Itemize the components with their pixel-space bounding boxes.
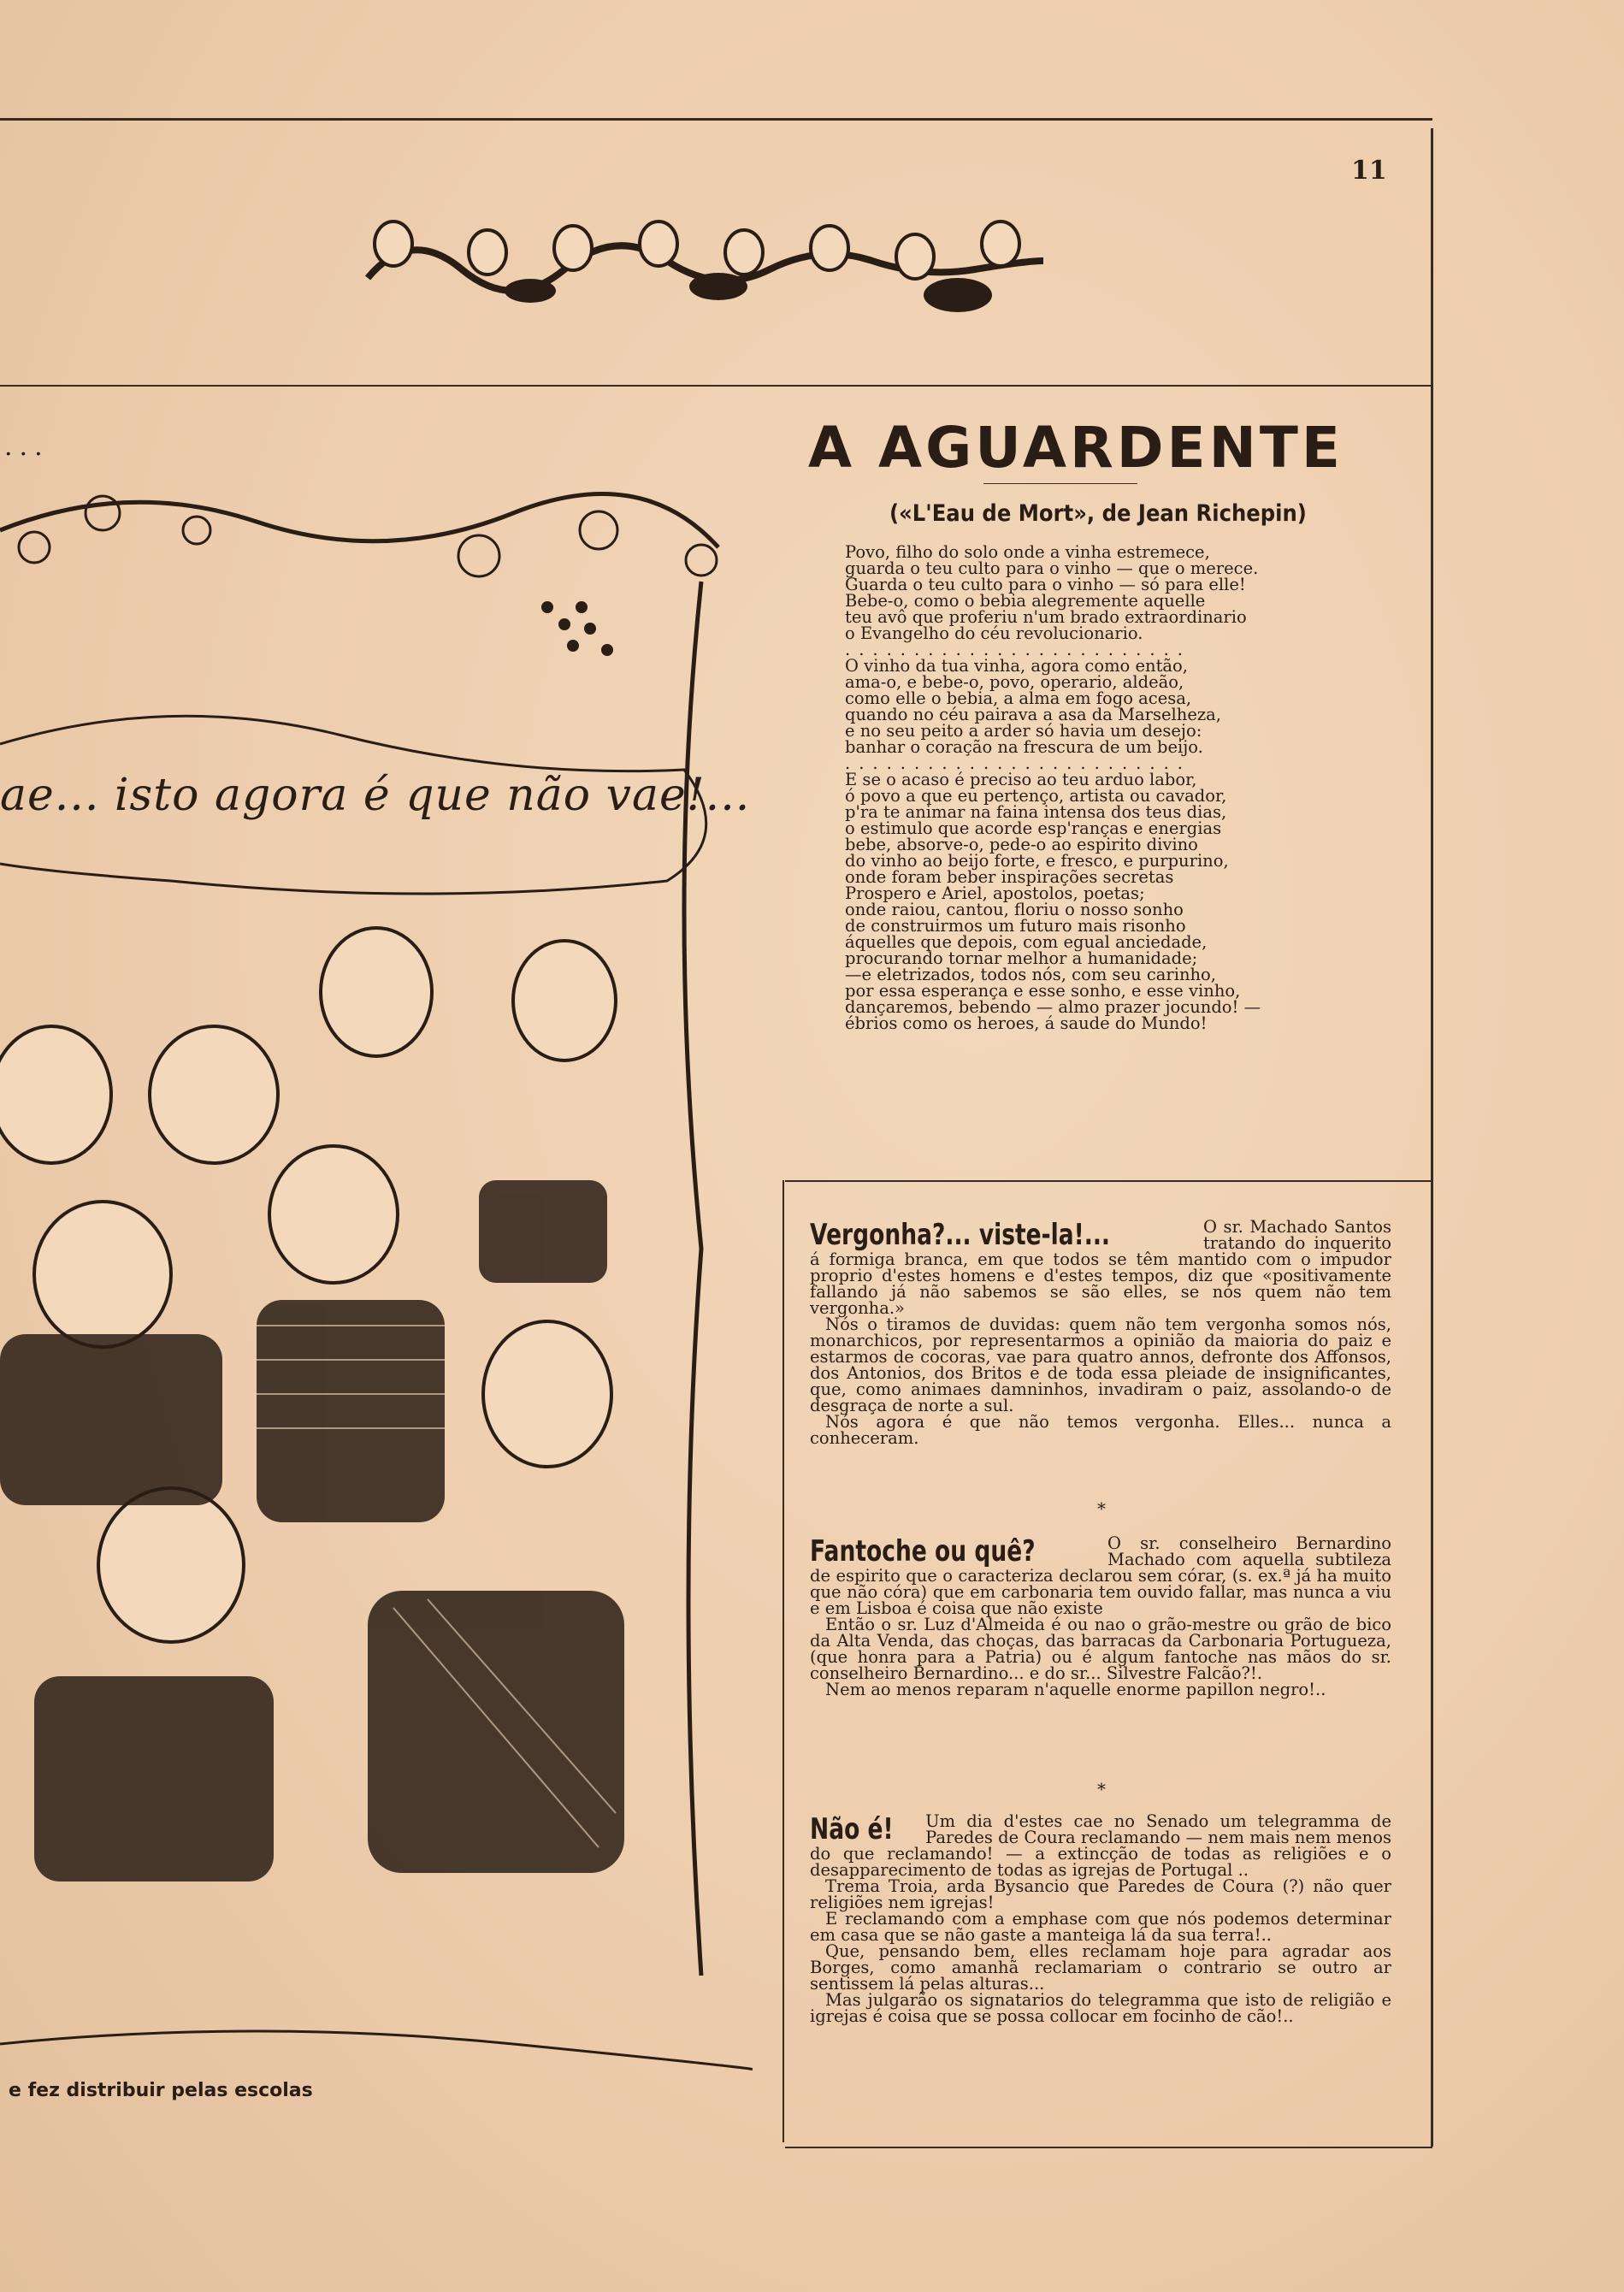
poem-line: O vinho da tua vinha, agora como então,: [845, 656, 1188, 676]
right-frame-rule: [1431, 128, 1433, 2147]
article-vergonha: [810, 1219, 1391, 1446]
speech-balloon-text: ae... isto agora é que não vae!...: [0, 770, 751, 821]
poem-subtitle: («L'Eau de Mort», de Jean Richepin): [889, 500, 1307, 527]
poem-line: Guarda o teu culto para o vinho — só para elle!: [845, 575, 1246, 594]
crowd-illustration: [0, 479, 753, 2104]
poem-line: o Evangelho do céu revolucionario.: [845, 623, 1143, 643]
poem-line: Povo, filho do solo onde a vinha estremece,: [845, 542, 1210, 562]
article-paragraph: Que, pensando bem, elles reclamam hoje para agradar aos Borges, como amanhã reclamariam o contrario se outro ar sentissem lá pelas alturas...: [810, 1941, 1391, 1994]
article-paragraph: Nem ao menos reparam n'aquelle enorme papillon negro!..: [825, 1680, 1326, 1699]
poem-line: bebe, absorve-o, pede-o ao espirito divino: [845, 835, 1198, 854]
illustration-caption: e fez distribuir pelas escolas: [9, 2080, 313, 2101]
poem-line: teu avô que proferiu n'um brado extraordinario: [845, 607, 1247, 627]
top-rule: [0, 118, 1432, 121]
article-paragraph: Então o sr. Luz d'Almeida é ou nao o grão-mestre ou grão de bico da Alta Venda, das choças, das barracas da Carbonaria Portugueza, (que honra para a Patria) ou é algum fantoche nas mãos do sr. conselheiro Bernardino... e do sr... Silvestre Falcão?!.: [810, 1615, 1391, 1683]
poem-stanza-1: [845, 544, 1358, 641]
header-faces-ornament: [359, 210, 1052, 329]
article-paragraph: O sr. conselheiro Bernardino Machado com aquella subtileza de espirito que o caracteriza declarou sem córar, (s. ex.ª já ha muito que não córa) que em carbonaria tem ouvido fallar, mas nunca a viu e em Lisboa é coisa que não existe: [810, 1533, 1391, 1618]
poem-title: A AGUARDENTE: [808, 415, 1343, 481]
poem-line: banhar o coração na frescura de um beijo.: [845, 737, 1203, 757]
article-nao-e: [810, 1813, 1391, 2024]
poem-line: Prospero e Ariel, apostolos, poetas;: [845, 883, 1145, 903]
poem-stanza-2: [845, 658, 1358, 755]
poem-line: do vinho ao beijo forte, e fresco, e purpurino,: [845, 851, 1229, 871]
poem-line: guarda o teu culto para o vinho — que o merece.: [845, 558, 1259, 578]
poem-line: p'ra te animar na faina intensa dos teus dias,: [845, 802, 1227, 822]
poem-line: ama-o, e bebe-o, povo, operario, aldeão,: [845, 672, 1184, 692]
article-paragraph: Nós agora é que não temos vergonha. Elles... nunca a conheceram.: [810, 1412, 1391, 1448]
poem-line: Bebe-o, como o bebia alegremente aquelle: [845, 591, 1206, 611]
section-separator: *: [1097, 1779, 1106, 1799]
illustration-dots: ...: [4, 432, 50, 462]
article-paragraph: E reclamando com a emphase com que nós podemos determinar em casa que se não gaste a manteiga lá da sua terra!..: [810, 1909, 1391, 1945]
poem-line: como elle o bebia, a alma em fogo acesa,: [845, 688, 1192, 708]
article-paragraph: Um dia d'estes cae no Senado um telegramma de Paredes de Coura reclamando — nem mais nem menos do que reclamando! — a extincção de todas as religiões e o desapparecimento de todas as igrejas de Portugal ..: [810, 1811, 1391, 1880]
article-paragraph: Mas julgarão os signatarios do telegramma que isto de religião e igrejas é coisa que se possa collocar em focinho de cão!..: [810, 1990, 1391, 2026]
column-divider: [782, 1180, 784, 2142]
poem-line: de construirmos um futuro mais risonho: [845, 916, 1186, 936]
title-underline: [983, 483, 1137, 484]
article-heading: Fantoche ou quê?: [810, 1534, 1036, 1568]
poem-line: áquelles que depois, com egual anciedade,: [845, 932, 1208, 952]
poem-line: onde raiou, cantou, floriu o nosso sonho: [845, 900, 1184, 919]
poem-line: ó povo a que eu pertenço, artista ou cavador,: [845, 786, 1227, 806]
article-fantoche: [810, 1535, 1391, 1698]
header-bottom-rule: [0, 385, 1432, 387]
poem-line: —e eletrizados, todos nós, com seu carinho,: [845, 965, 1216, 984]
article-paragraph: O sr. Machado Santos tratando do inquerito á formiga branca, em que todos se têm mantido com o impudor proprio d'estes homens e d'estes tempos, diz que «positivamente fallando já não sabemos se são elles, se nós quem não tem vergonha.»: [810, 1217, 1391, 1318]
poem-line: ébrios como os heroes, á saude do Mundo!: [845, 1013, 1208, 1033]
poem-stanza-3: [845, 771, 1358, 1031]
poem-line: por essa esperança e esse sonho, e esse vinho,: [845, 981, 1241, 1001]
poem-line: procurando tornar melhor a humanidade;: [845, 948, 1198, 968]
article-box-top: [785, 1180, 1432, 1182]
poem-line: dançaremos, bebendo — almo prazer jocundo! —: [845, 997, 1261, 1017]
section-separator: *: [1097, 1498, 1106, 1519]
article-box-bottom: [785, 2147, 1432, 2148]
article-heading: Não é!: [810, 1812, 894, 1846]
article-paragraph: Nós o tiramos de duvidas: quem não tem vergonha somos nós, monarchicos, por representarmos a opinião da maioria do paiz e estarmos de cocoras, vae para quatro annos, defronte dos Affonsos, dos Antonios, dos Britos e de toda essa pleiade de insignificantes, que, como animaes damninhos, invadiram o paiz, assolando-o de desgraça de norte a sul.: [810, 1314, 1391, 1415]
article-paragraph: Trema Troia, arda Bysancio que Paredes de Coura (?) não quer religiões nem igrejas!: [810, 1876, 1391, 1912]
poem-line: quando no céu pairava a asa da Marselheza,: [845, 705, 1221, 724]
page-number: 11: [1351, 156, 1387, 186]
poem-line: o estimulo que acorde esp'ranças e energias: [845, 818, 1222, 838]
poem-line: E se o acaso é preciso ao teu arduo labor,: [845, 770, 1197, 789]
article-heading: Vergonha?... viste-la!...: [810, 1218, 1110, 1252]
stanza-separator: .........................: [845, 753, 1191, 773]
poem-line: onde foram beber inspirações secretas: [845, 867, 1174, 887]
poem-body: [845, 544, 1358, 1031]
stanza-separator: .........................: [845, 640, 1191, 659]
poem-line: e no seu peito a arder só havia um desejo:: [845, 721, 1202, 741]
